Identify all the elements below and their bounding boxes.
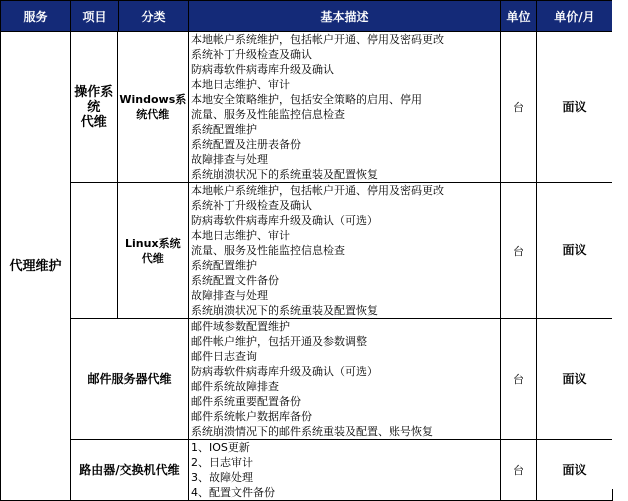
linux-price: 面议 [537, 183, 613, 319]
windows-price: 面议 [537, 32, 613, 183]
desc-line: 系统配置维护 [191, 259, 257, 272]
mail-unit: 台 [501, 319, 537, 440]
header-unit: 单位 [501, 1, 537, 32]
os-label: 操作系 统 代维 [74, 84, 114, 130]
desc-line: 3、故障处理 [191, 471, 253, 484]
router-label: 路由器/交换机代维 [71, 440, 189, 501]
page-margin-right [612, 0, 628, 489]
desc-line: 邮件系统帐户数据库备份 [191, 410, 312, 423]
table-row-router [1, 440, 613, 501]
desc-line: 故障排查与处理 [191, 153, 268, 166]
desc-line: 本地日志维护、审计 [191, 78, 290, 91]
desc-line: 流量、服务及性能监控信息检查 [191, 244, 345, 257]
desc-line: 系统配置及注册表备份 [191, 138, 301, 151]
desc-line: 本地帐户系统维护，包括帐户开通、停用及密码更改 [191, 33, 444, 46]
desc-line: 系统崩溃情况下的邮件系统重装及配置、账号恢复 [191, 425, 433, 438]
table-row-linux [1, 183, 613, 319]
router-unit: 台 [501, 440, 537, 501]
linux-unit: 台 [501, 183, 537, 319]
desc-line: 防病毒软件病毒库升级及确认 [191, 63, 334, 76]
header-category: 分类 [119, 1, 189, 32]
linux-group-cell [71, 183, 189, 319]
header-item: 项目 [71, 1, 119, 32]
mail-description [189, 319, 501, 440]
desc-line: 邮件帐户维护，包括开通及参数调整 [191, 335, 367, 348]
desc-line: 系统补丁升级检查及确认 [191, 199, 312, 212]
desc-line: 2、日志审计 [191, 456, 253, 469]
header-price: 单价/月 [537, 1, 613, 32]
mail-label: 邮件服务器代维 [71, 319, 189, 440]
mail-price: 面议 [537, 319, 613, 440]
desc-line: 防病毒软件病毒库升级及确认（可选） [191, 214, 378, 227]
os-group-cell [71, 32, 189, 183]
header-description: 基本描述 [189, 1, 501, 32]
desc-line: 故障排查与处理 [191, 289, 268, 302]
desc-line: 本地日志维护、审计 [191, 229, 290, 242]
header-service: 服务 [1, 1, 71, 32]
desc-line: 流量、服务及性能监控信息检查 [191, 108, 345, 121]
windows-description [189, 32, 501, 183]
linux-category: Linux系统 代维 [117, 183, 188, 318]
desc-line: 本地安全策略维护，包括安全策略的启用、停用 [191, 93, 422, 106]
desc-line: 邮件系统重要配置备份 [191, 395, 301, 408]
windows-category: Windows系 统代维 [117, 32, 188, 182]
desc-line: 4、配置文件备份 [191, 486, 275, 499]
router-price: 面议 [537, 440, 613, 501]
service-label: 代理维护 [9, 258, 62, 274]
desc-line: 系统补丁升级检查及确认 [191, 48, 312, 61]
desc-line: 系统配置文件备份 [191, 274, 279, 287]
desc-line: 1、IOS更新 [191, 441, 250, 454]
table-row-windows [1, 32, 613, 183]
os-label-continuation [71, 183, 117, 318]
linux-description [189, 183, 501, 319]
service-cell [1, 32, 71, 501]
desc-line: 邮件日志查询 [191, 350, 257, 363]
desc-line: 系统崩溃状况下的系统重装及配置恢复 [191, 304, 378, 317]
desc-line: 系统配置维护 [191, 123, 257, 136]
router-description [189, 440, 501, 501]
desc-line: 邮件系统故障排查 [191, 380, 279, 393]
desc-line: 系统崩溃状况下的系统重装及配置恢复 [191, 168, 378, 181]
desc-line: 防病毒软件病毒库升级及确认（可选） [191, 365, 378, 378]
table-header-row [1, 1, 613, 32]
desc-line: 邮件域参数配置维护 [191, 320, 290, 333]
table-row-mail [1, 319, 613, 440]
desc-line: 本地帐户系统维护，包括帐户开通、停用及密码更改 [191, 184, 444, 197]
windows-unit: 台 [501, 32, 537, 183]
